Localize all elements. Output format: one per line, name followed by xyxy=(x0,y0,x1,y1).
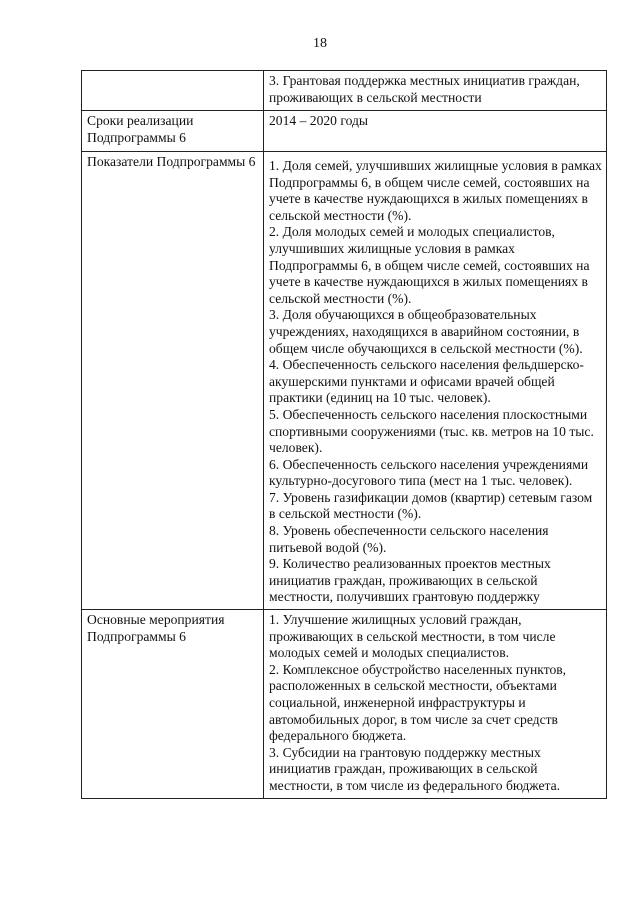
row-value-indicators xyxy=(264,152,607,610)
indicator-item: 4. Обеспеченность сельского населения фельдшерско-акушерскими пунктами и офисами врачей общей практики (единиц на 10 тыс. человек). xyxy=(269,357,584,406)
table-row-grant-support xyxy=(82,71,607,111)
page-number: 18 xyxy=(313,36,327,51)
indicator-item: 3. Доля обучающихся в общеобразовательных учреждениях, находящихся в аварийном состоянии, в общем числе обучающихся в сельской местности (%). xyxy=(269,307,583,356)
indicator-item: 7. Уровень газификации домов (квартир) сетевым газом в сельской местности (%). xyxy=(269,489,593,522)
row-label-main-activities: Основные мероприятия Подпрограммы 6 xyxy=(82,610,264,799)
activity-item: 2. Комплексное обустройство населенных пунктов, расположенных в сельской местности, объектами социальной, инженерной инфраструктуры и автомобильных дорог, в том числе за счет средств федерального бюджета. xyxy=(269,661,567,744)
indicator-item: 2. Доля молодых семей и молодых специалистов, улучшивших жилищные условия в рамках Подпрограммы 6, в общем числе семей, состоявших на учете в качестве нуждающихся в жилых помещениях в сельской местности (%). xyxy=(269,224,590,306)
table-row-main-activities xyxy=(82,610,607,799)
row-label-empty xyxy=(82,71,264,111)
table-row-implementation-period xyxy=(82,111,607,152)
list-item: 3. Грантовая поддержка местных инициатив граждан, проживающих в сельской местности xyxy=(269,73,580,105)
row-label-indicators: Показатели Подпрограммы 6 xyxy=(82,152,264,610)
indicator-item: 1. Доля семей, улучшивших жилищные условия в рамках Подпрограммы 6, в общем числе семей, состоявших на учете в качестве нуждающихся в жилых помещениях в сельской местности (%). xyxy=(269,158,602,223)
indicator-item: 6. Обеспеченность сельского населения учреждениями культурно-досугового типа (мест на 1 тыс. человек). xyxy=(269,456,589,489)
indicator-item: 5. Обеспеченность сельского населения плоскостными спортивными сооружениями (тыс. кв. метров на 10 тыс. человек). xyxy=(269,406,594,456)
indicator-item: 8. Уровень обеспеченности сельского населения питьевой водой (%). xyxy=(269,523,549,555)
table-row-indicators xyxy=(82,152,607,610)
row-value-main-activities xyxy=(264,610,607,799)
row-label-implementation-period: Сроки реализации Подпрограммы 6 xyxy=(82,111,264,152)
row-value-implementation-period xyxy=(264,111,607,152)
list-item: 2014 – 2020 годы xyxy=(269,113,369,128)
row-value-grant-support xyxy=(264,71,607,111)
indicator-item: 9. Количество реализованных проектов местных инициатив граждан, проживающих в сельской местности, получивших грантовую поддержку xyxy=(269,556,551,605)
subprogram-passport-table xyxy=(81,70,607,799)
activity-item: 1. Улучшение жилищных условий граждан, проживающих в сельской местности, в том числе молодых семей и молодых специалистов. xyxy=(269,612,556,661)
activity-item: 3. Субсидии на грантовую поддержку местных инициатив граждан, проживающих в сельской местности, в том числе из федерального бюджета. xyxy=(269,744,561,793)
